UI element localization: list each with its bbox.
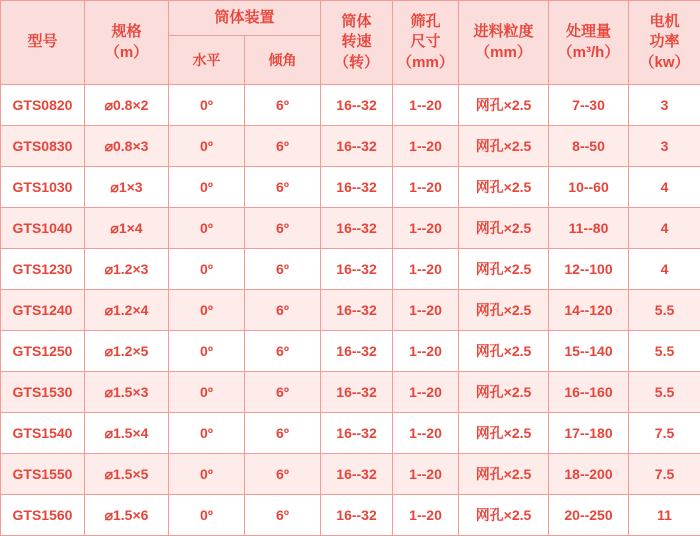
cell-model: GTS1540 — [1, 413, 85, 454]
cell-power: 5.5 — [629, 290, 700, 331]
table-row — [1, 126, 700, 167]
cell-horizontal: 0º — [169, 495, 245, 536]
header-sieve-line2: 尺寸 — [393, 32, 458, 52]
cell-angle: 6º — [245, 372, 321, 413]
cell-model: GTS0820 — [1, 85, 85, 126]
table-row — [1, 249, 700, 290]
cell-sieve: 1--20 — [393, 331, 459, 372]
cell-power: 3 — [629, 85, 700, 126]
cell-angle: 6º — [245, 454, 321, 495]
cell-horizontal: 0º — [169, 167, 245, 208]
header-sieve-line1: 筛孔 — [393, 12, 458, 32]
header-speed-line2: 转速 — [321, 32, 392, 52]
cell-spec: ⌀1.5×4 — [85, 413, 169, 454]
cell-model: GTS1530 — [1, 372, 85, 413]
header-row-top — [1, 1, 700, 36]
header-spec — [85, 1, 169, 85]
cell-feed: 网孔×2.5 — [459, 126, 549, 167]
table-row — [1, 167, 700, 208]
header-speed-line1: 筒体 — [321, 12, 392, 32]
cell-capacity: 8--50 — [549, 126, 629, 167]
cell-capacity: 10--60 — [549, 167, 629, 208]
cell-model: GTS1040 — [1, 208, 85, 249]
cell-capacity: 16--160 — [549, 372, 629, 413]
cell-angle: 6º — [245, 249, 321, 290]
cell-angle: 6º — [245, 85, 321, 126]
cell-spec: ⌀1.5×5 — [85, 454, 169, 495]
header-sieve-line3: （mm） — [393, 53, 458, 73]
header-feed-line1: 进料粒度 — [459, 22, 548, 42]
cell-capacity: 17--180 — [549, 413, 629, 454]
header-speed-line3: （转） — [321, 53, 392, 73]
table-row — [1, 331, 700, 372]
cell-feed: 网孔×2.5 — [459, 208, 549, 249]
cell-model: GTS1230 — [1, 249, 85, 290]
cell-speed: 16--32 — [321, 413, 393, 454]
cell-capacity: 15--140 — [549, 331, 629, 372]
cell-sieve: 1--20 — [393, 167, 459, 208]
cell-angle: 6º — [245, 331, 321, 372]
cell-sieve: 1--20 — [393, 85, 459, 126]
header-power-line2: 功率 — [629, 32, 700, 52]
cell-feed: 网孔×2.5 — [459, 495, 549, 536]
cell-power: 4 — [629, 208, 700, 249]
cell-spec: ⌀1.2×3 — [85, 249, 169, 290]
cell-power: 7.5 — [629, 454, 700, 495]
header-drum-speed — [321, 1, 393, 85]
header-drum-angle: 倾角 — [245, 36, 321, 85]
table-body — [1, 85, 700, 536]
header-capacity — [549, 1, 629, 85]
cell-spec: ⌀1.2×4 — [85, 290, 169, 331]
cell-sieve: 1--20 — [393, 249, 459, 290]
cell-spec: ⌀0.8×3 — [85, 126, 169, 167]
table-row — [1, 85, 700, 126]
cell-capacity: 11--80 — [549, 208, 629, 249]
cell-spec: ⌀1.2×5 — [85, 331, 169, 372]
cell-power: 11 — [629, 495, 700, 536]
cell-sieve: 1--20 — [393, 126, 459, 167]
table-row — [1, 495, 700, 536]
table-row — [1, 208, 700, 249]
cell-capacity: 7--30 — [549, 85, 629, 126]
cell-sieve: 1--20 — [393, 208, 459, 249]
cell-feed: 网孔×2.5 — [459, 249, 549, 290]
cell-model: GTS0830 — [1, 126, 85, 167]
cell-speed: 16--32 — [321, 126, 393, 167]
cell-power: 4 — [629, 167, 700, 208]
header-power-line1: 电机 — [629, 12, 700, 32]
cell-spec: ⌀1×4 — [85, 208, 169, 249]
cell-capacity: 12--100 — [549, 249, 629, 290]
cell-angle: 6º — [245, 126, 321, 167]
header-capacity-line2: （m³/h） — [549, 43, 628, 63]
cell-sieve: 1--20 — [393, 290, 459, 331]
cell-power: 5.5 — [629, 372, 700, 413]
table-row — [1, 454, 700, 495]
header-capacity-line1: 处理量 — [549, 22, 628, 42]
cell-feed: 网孔×2.5 — [459, 331, 549, 372]
cell-sieve: 1--20 — [393, 495, 459, 536]
cell-horizontal: 0º — [169, 85, 245, 126]
cell-speed: 16--32 — [321, 85, 393, 126]
header-feed-line2: （mm） — [459, 43, 548, 63]
cell-angle: 6º — [245, 167, 321, 208]
cell-capacity: 20--250 — [549, 495, 629, 536]
cell-angle: 6º — [245, 208, 321, 249]
table-header — [1, 1, 700, 85]
header-drum-group: 筒体装置 — [169, 1, 321, 36]
cell-speed: 16--32 — [321, 290, 393, 331]
cell-feed: 网孔×2.5 — [459, 290, 549, 331]
cell-model: GTS1550 — [1, 454, 85, 495]
header-power-line3: （kw） — [629, 53, 700, 73]
cell-horizontal: 0º — [169, 413, 245, 454]
cell-power: 5.5 — [629, 331, 700, 372]
cell-sieve: 1--20 — [393, 372, 459, 413]
cell-angle: 6º — [245, 413, 321, 454]
cell-speed: 16--32 — [321, 495, 393, 536]
cell-feed: 网孔×2.5 — [459, 167, 549, 208]
table-row — [1, 372, 700, 413]
cell-horizontal: 0º — [169, 372, 245, 413]
cell-power: 3 — [629, 126, 700, 167]
cell-horizontal: 0º — [169, 331, 245, 372]
cell-capacity: 18--200 — [549, 454, 629, 495]
cell-angle: 6º — [245, 290, 321, 331]
cell-spec: ⌀0.8×2 — [85, 85, 169, 126]
header-sieve-size — [393, 1, 459, 85]
cell-speed: 16--32 — [321, 331, 393, 372]
cell-model: GTS1250 — [1, 331, 85, 372]
header-spec-line1: 规格 — [85, 22, 168, 42]
cell-sieve: 1--20 — [393, 413, 459, 454]
header-motor-power — [629, 1, 700, 85]
cell-model: GTS1560 — [1, 495, 85, 536]
cell-capacity: 14--120 — [549, 290, 629, 331]
cell-speed: 16--32 — [321, 372, 393, 413]
cell-model: GTS1030 — [1, 167, 85, 208]
header-feed-size — [459, 1, 549, 85]
cell-sieve: 1--20 — [393, 454, 459, 495]
cell-feed: 网孔×2.5 — [459, 372, 549, 413]
cell-horizontal: 0º — [169, 454, 245, 495]
cell-spec: ⌀1.5×6 — [85, 495, 169, 536]
cell-power: 4 — [629, 249, 700, 290]
cell-model: GTS1240 — [1, 290, 85, 331]
cell-speed: 16--32 — [321, 167, 393, 208]
cell-spec: ⌀1.5×3 — [85, 372, 169, 413]
table-row — [1, 290, 700, 331]
table-row — [1, 413, 700, 454]
cell-feed: 网孔×2.5 — [459, 454, 549, 495]
cell-power: 7.5 — [629, 413, 700, 454]
cell-speed: 16--32 — [321, 249, 393, 290]
cell-horizontal: 0º — [169, 208, 245, 249]
cell-horizontal: 0º — [169, 290, 245, 331]
cell-horizontal: 0º — [169, 126, 245, 167]
header-model: 型号 — [1, 1, 85, 85]
cell-angle: 6º — [245, 495, 321, 536]
header-drum-horizontal: 水平 — [169, 36, 245, 85]
cell-spec: ⌀1×3 — [85, 167, 169, 208]
header-spec-line2: （m） — [85, 43, 168, 63]
cell-speed: 16--32 — [321, 454, 393, 495]
cell-horizontal: 0º — [169, 249, 245, 290]
cell-feed: 网孔×2.5 — [459, 85, 549, 126]
cell-speed: 16--32 — [321, 208, 393, 249]
cell-feed: 网孔×2.5 — [459, 413, 549, 454]
